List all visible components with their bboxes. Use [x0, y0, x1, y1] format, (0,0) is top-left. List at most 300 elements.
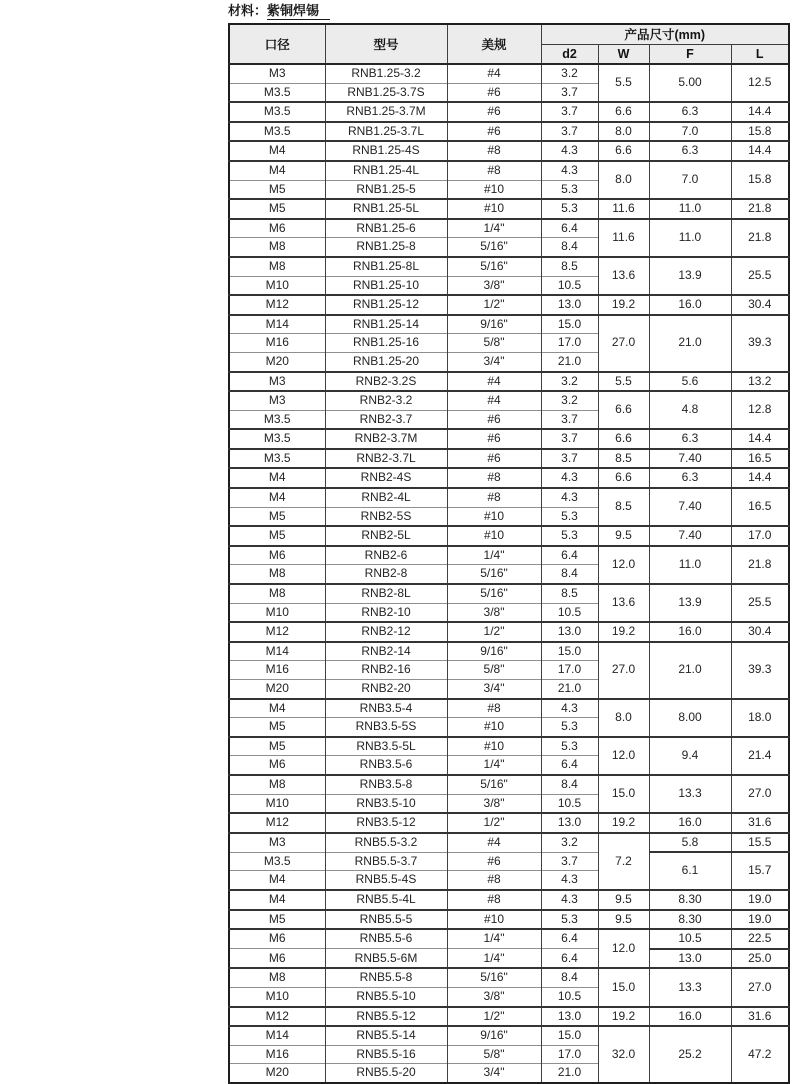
cell-us-spec: #6: [447, 122, 541, 142]
cell-f: 21.0: [649, 315, 731, 372]
cell-caliber: M3.5: [229, 852, 325, 871]
cell-w: 19.2: [598, 622, 649, 642]
cell-us-spec: #10: [447, 718, 541, 737]
cell-w: 5.5: [598, 372, 649, 392]
cell-us-spec: 3/4": [447, 1064, 541, 1083]
cell-caliber: M12: [229, 622, 325, 642]
cell-w: 9.5: [598, 890, 649, 910]
cell-caliber: M3.5: [229, 410, 325, 429]
cell-model: RNB5.5-3.7: [325, 852, 447, 871]
cell-w: 6.6: [598, 429, 649, 449]
cell-w: 13.6: [598, 584, 649, 622]
cell-caliber: M12: [229, 813, 325, 833]
table-row: [229, 161, 789, 180]
cell-model: RNB5.5-4L: [325, 890, 447, 910]
cell-caliber: M14: [229, 1026, 325, 1045]
cell-w: 11.6: [598, 219, 649, 257]
table-row: [229, 1007, 789, 1027]
cell-l: 25.5: [731, 257, 789, 295]
cell-w: 8.0: [598, 161, 649, 199]
cell-us-spec: #8: [447, 890, 541, 910]
cell-us-spec: #10: [447, 910, 541, 930]
cell-us-spec: #6: [447, 102, 541, 122]
table-row: [229, 546, 789, 565]
cell-w: 15.0: [598, 968, 649, 1006]
cell-model: RNB5.5-12: [325, 1007, 447, 1027]
cell-l: 27.0: [731, 775, 789, 813]
cell-model: RNB1.25-8: [325, 238, 447, 257]
cell-l: 47.2: [731, 1026, 789, 1083]
cell-us-spec: #8: [447, 141, 541, 161]
cell-caliber: M3.5: [229, 449, 325, 469]
table-row: [229, 968, 789, 987]
cell-us-spec: 3/8": [447, 988, 541, 1007]
cell-d2: 6.4: [541, 219, 598, 238]
spec-table: [228, 23, 790, 1084]
cell-d2: 6.4: [541, 756, 598, 775]
table-row: [229, 584, 789, 603]
cell-l: 31.6: [731, 813, 789, 833]
cell-l: 13.2: [731, 372, 789, 392]
cell-d2: 10.5: [541, 276, 598, 295]
cell-w: 6.6: [598, 141, 649, 161]
cell-d2: 3.7: [541, 102, 598, 122]
cell-us-spec: 1/4": [447, 929, 541, 949]
cell-f: 6.3: [649, 141, 731, 161]
cell-model: RNB2-5L: [325, 526, 447, 546]
cell-w: 7.2: [598, 833, 649, 890]
cell-f: 13.3: [649, 775, 731, 813]
cell-d2: 10.5: [541, 988, 598, 1007]
header-dims-group: 产品尺寸(mm): [541, 24, 789, 44]
cell-model: RNB1.25-6: [325, 219, 447, 238]
cell-caliber: M3.5: [229, 429, 325, 449]
cell-model: RNB1.25-16: [325, 334, 447, 353]
cell-caliber: M10: [229, 276, 325, 295]
cell-us-spec: #8: [447, 161, 541, 180]
cell-d2: 10.5: [541, 794, 598, 813]
cell-d2: 8.4: [541, 775, 598, 794]
cell-model: RNB5.5-10: [325, 988, 447, 1007]
cell-model: RNB5.5-4S: [325, 871, 447, 890]
cell-w: 9.5: [598, 526, 649, 546]
cell-model: RNB2-4L: [325, 488, 447, 507]
cell-d2: 3.7: [541, 852, 598, 871]
cell-us-spec: 3/8": [447, 794, 541, 813]
cell-d2: 10.5: [541, 603, 598, 622]
cell-caliber: M4: [229, 890, 325, 910]
cell-d2: 17.0: [541, 1045, 598, 1064]
cell-f: 5.8: [649, 833, 731, 853]
cell-us-spec: 5/8": [447, 661, 541, 680]
cell-caliber: M3.5: [229, 83, 325, 102]
table-row: [229, 737, 789, 756]
cell-f: 16.0: [649, 622, 731, 642]
cell-w: 8.5: [598, 488, 649, 526]
header-d2: d2: [541, 44, 598, 64]
cell-model: RNB1.25-10: [325, 276, 447, 295]
cell-caliber: M16: [229, 334, 325, 353]
cell-d2: 4.3: [541, 468, 598, 488]
cell-caliber: M8: [229, 238, 325, 257]
cell-caliber: M5: [229, 737, 325, 756]
cell-f: 6.3: [649, 429, 731, 449]
cell-l: 14.4: [731, 468, 789, 488]
cell-model: RNB5.5-3.2: [325, 833, 447, 853]
cell-us-spec: #4: [447, 391, 541, 410]
cell-us-spec: #4: [447, 64, 541, 83]
cell-model: RNB5.5-6M: [325, 949, 447, 969]
cell-l: 15.8: [731, 122, 789, 142]
cell-w: 6.6: [598, 468, 649, 488]
cell-l: 21.8: [731, 219, 789, 257]
cell-l: 16.5: [731, 488, 789, 526]
table-row: [229, 488, 789, 507]
cell-w: 19.2: [598, 1007, 649, 1027]
cell-l: 12.5: [731, 64, 789, 102]
cell-f: 13.9: [649, 584, 731, 622]
cell-caliber: M3: [229, 372, 325, 392]
cell-us-spec: 1/2": [447, 622, 541, 642]
header-w: W: [598, 44, 649, 64]
cell-d2: 3.7: [541, 83, 598, 102]
cell-caliber: M20: [229, 680, 325, 699]
cell-d2: 8.5: [541, 257, 598, 276]
cell-model: RNB2-8L: [325, 584, 447, 603]
cell-model: RNB5.5-8: [325, 968, 447, 987]
table-row: [229, 642, 789, 661]
cell-d2: 3.7: [541, 122, 598, 142]
cell-w: 8.5: [598, 449, 649, 469]
table-row: [229, 699, 789, 718]
cell-model: RNB3.5-12: [325, 813, 447, 833]
cell-f: 7.0: [649, 122, 731, 142]
cell-model: RNB3.5-4: [325, 699, 447, 718]
cell-caliber: M5: [229, 526, 325, 546]
cell-d2: 21.0: [541, 1064, 598, 1083]
cell-l: 30.4: [731, 622, 789, 642]
cell-model: RNB3.5-5L: [325, 737, 447, 756]
cell-l: 21.8: [731, 546, 789, 584]
cell-us-spec: 5/16": [447, 775, 541, 794]
cell-us-spec: 9/16": [447, 642, 541, 661]
cell-l: 15.8: [731, 161, 789, 199]
cell-l: 14.4: [731, 429, 789, 449]
cell-d2: 15.0: [541, 1026, 598, 1045]
cell-model: RNB3.5-10: [325, 794, 447, 813]
cell-w: 8.0: [598, 699, 649, 737]
cell-us-spec: 5/8": [447, 1045, 541, 1064]
spec-table-header: [229, 24, 789, 64]
cell-w: 6.6: [598, 102, 649, 122]
cell-l: 15.7: [731, 852, 789, 890]
cell-us-spec: 3/8": [447, 276, 541, 295]
cell-model: RNB2-3.7: [325, 410, 447, 429]
cell-d2: 15.0: [541, 315, 598, 334]
cell-caliber: M16: [229, 1045, 325, 1064]
cell-d2: 3.7: [541, 410, 598, 429]
header-model: 型号: [325, 24, 447, 64]
cell-l: 14.4: [731, 102, 789, 122]
cell-w: 9.5: [598, 910, 649, 930]
cell-model: RNB1.25-12: [325, 295, 447, 315]
cell-model: RNB1.25-3.7M: [325, 102, 447, 122]
table-row: [229, 852, 789, 871]
cell-f: 8.00: [649, 699, 731, 737]
cell-f: 5.6: [649, 372, 731, 392]
cell-d2: 13.0: [541, 295, 598, 315]
cell-w: 8.0: [598, 122, 649, 142]
cell-l: 17.0: [731, 526, 789, 546]
cell-model: RNB1.25-3.2: [325, 64, 447, 83]
cell-d2: 13.0: [541, 622, 598, 642]
cell-model: RNB2-16: [325, 661, 447, 680]
cell-d2: 3.7: [541, 429, 598, 449]
cell-d2: 8.5: [541, 584, 598, 603]
cell-caliber: M20: [229, 1064, 325, 1083]
cell-caliber: M3.5: [229, 122, 325, 142]
cell-us-spec: #8: [447, 871, 541, 890]
cell-f: 16.0: [649, 1007, 731, 1027]
table-row: [229, 391, 789, 410]
cell-d2: 5.3: [541, 737, 598, 756]
cell-caliber: M12: [229, 1007, 325, 1027]
cell-us-spec: 1/4": [447, 546, 541, 565]
cell-f: 8.30: [649, 910, 731, 930]
cell-l: 21.8: [731, 199, 789, 219]
cell-f: 25.2: [649, 1026, 731, 1083]
cell-d2: 3.2: [541, 372, 598, 392]
header-f: F: [649, 44, 731, 64]
cell-d2: 4.3: [541, 699, 598, 718]
cell-d2: 8.4: [541, 968, 598, 987]
cell-f: 7.40: [649, 488, 731, 526]
cell-caliber: M10: [229, 988, 325, 1007]
cell-d2: 6.4: [541, 929, 598, 949]
cell-model: RNB1.25-14: [325, 315, 447, 334]
cell-us-spec: #6: [447, 852, 541, 871]
cell-us-spec: 5/16": [447, 584, 541, 603]
cell-l: 19.0: [731, 890, 789, 910]
cell-w: 6.6: [598, 391, 649, 429]
cell-model: RNB2-3.7M: [325, 429, 447, 449]
header-row-group: [229, 24, 789, 44]
table-row: [229, 526, 789, 546]
cell-model: RNB2-3.2: [325, 391, 447, 410]
cell-f: 21.0: [649, 642, 731, 699]
cell-d2: 5.3: [541, 718, 598, 737]
table-row: [229, 813, 789, 833]
cell-d2: 15.0: [541, 642, 598, 661]
cell-us-spec: 5/8": [447, 334, 541, 353]
cell-caliber: M3: [229, 64, 325, 83]
cell-d2: 4.3: [541, 141, 598, 161]
table-row: [229, 1026, 789, 1045]
table-row: [229, 219, 789, 238]
cell-l: 25.5: [731, 584, 789, 622]
cell-caliber: M3: [229, 833, 325, 853]
cell-model: RNB5.5-16: [325, 1045, 447, 1064]
cell-f: 13.0: [649, 949, 731, 969]
cell-caliber: M4: [229, 699, 325, 718]
table-row: [229, 890, 789, 910]
cell-us-spec: #8: [447, 488, 541, 507]
cell-model: RNB2-12: [325, 622, 447, 642]
spec-sheet: [228, 3, 790, 1084]
cell-l: 39.3: [731, 315, 789, 372]
cell-w: 27.0: [598, 315, 649, 372]
cell-l: 25.0: [731, 949, 789, 969]
table-row: [229, 315, 789, 334]
cell-caliber: M6: [229, 756, 325, 775]
cell-us-spec: 5/16": [447, 238, 541, 257]
cell-f: 11.0: [649, 199, 731, 219]
cell-caliber: M6: [229, 949, 325, 969]
cell-d2: 21.0: [541, 352, 598, 371]
cell-us-spec: #10: [447, 737, 541, 756]
cell-model: RNB5.5-6: [325, 929, 447, 949]
header-l: L: [731, 44, 789, 64]
cell-f: 7.40: [649, 449, 731, 469]
cell-caliber: M3: [229, 391, 325, 410]
cell-f: 4.8: [649, 391, 731, 429]
cell-l: 12.8: [731, 391, 789, 429]
cell-caliber: M4: [229, 488, 325, 507]
header-caliber: 口径: [229, 24, 325, 64]
cell-caliber: M6: [229, 929, 325, 949]
cell-model: RNB1.25-5L: [325, 199, 447, 219]
cell-model: RNB2-5S: [325, 507, 447, 526]
cell-l: 18.0: [731, 699, 789, 737]
cell-f: 13.9: [649, 257, 731, 295]
cell-w: 12.0: [598, 929, 649, 968]
cell-model: RNB1.25-3.7S: [325, 83, 447, 102]
header-us-spec: 美规: [447, 24, 541, 64]
cell-f: 6.3: [649, 102, 731, 122]
cell-us-spec: #4: [447, 372, 541, 392]
cell-w: 15.0: [598, 775, 649, 813]
cell-f: 13.3: [649, 968, 731, 1006]
cell-model: RNB3.5-6: [325, 756, 447, 775]
cell-model: RNB2-20: [325, 680, 447, 699]
cell-w: 27.0: [598, 642, 649, 699]
cell-caliber: M14: [229, 315, 325, 334]
cell-us-spec: #10: [447, 199, 541, 219]
table-row: [229, 295, 789, 315]
cell-d2: 6.4: [541, 949, 598, 969]
cell-w: 11.6: [598, 199, 649, 219]
cell-caliber: M4: [229, 468, 325, 488]
cell-us-spec: 1/4": [447, 756, 541, 775]
cell-w: 12.0: [598, 737, 649, 775]
cell-caliber: M4: [229, 871, 325, 890]
cell-l: 30.4: [731, 295, 789, 315]
cell-f: 11.0: [649, 546, 731, 584]
cell-f: 6.3: [649, 468, 731, 488]
table-row: [229, 141, 789, 161]
cell-w: 12.0: [598, 546, 649, 584]
cell-l: 19.0: [731, 910, 789, 930]
cell-model: RNB2-8: [325, 565, 447, 584]
cell-f: 16.0: [649, 295, 731, 315]
cell-us-spec: 5/16": [447, 257, 541, 276]
cell-caliber: M5: [229, 180, 325, 199]
cell-us-spec: #8: [447, 468, 541, 488]
cell-caliber: M5: [229, 199, 325, 219]
cell-model: RNB5.5-5: [325, 910, 447, 930]
cell-d2: 13.0: [541, 813, 598, 833]
cell-w: 13.6: [598, 257, 649, 295]
cell-w: 19.2: [598, 295, 649, 315]
table-row: [229, 929, 789, 949]
cell-us-spec: #4: [447, 833, 541, 853]
cell-model: RNB3.5-8: [325, 775, 447, 794]
cell-caliber: M6: [229, 546, 325, 565]
cell-d2: 8.4: [541, 565, 598, 584]
cell-caliber: M5: [229, 507, 325, 526]
cell-w: 32.0: [598, 1026, 649, 1083]
cell-caliber: M6: [229, 219, 325, 238]
cell-us-spec: 9/16": [447, 315, 541, 334]
cell-caliber: M10: [229, 603, 325, 622]
table-row: [229, 102, 789, 122]
cell-caliber: M10: [229, 794, 325, 813]
material-label: 材料：: [228, 3, 268, 18]
cell-us-spec: #6: [447, 449, 541, 469]
cell-model: RNB2-3.7L: [325, 449, 447, 469]
cell-l: 39.3: [731, 642, 789, 699]
cell-us-spec: 1/2": [447, 1007, 541, 1027]
cell-l: 22.5: [731, 929, 789, 949]
cell-caliber: M14: [229, 642, 325, 661]
cell-model: RNB1.25-8L: [325, 257, 447, 276]
cell-d2: 4.3: [541, 161, 598, 180]
cell-f: 8.30: [649, 890, 731, 910]
cell-d2: 4.3: [541, 871, 598, 890]
table-row: [229, 372, 789, 392]
table-row: [229, 468, 789, 488]
cell-l: 21.4: [731, 737, 789, 775]
cell-f: 7.0: [649, 161, 731, 199]
cell-caliber: M5: [229, 910, 325, 930]
cell-caliber: M8: [229, 775, 325, 794]
cell-l: 14.4: [731, 141, 789, 161]
cell-caliber: M12: [229, 295, 325, 315]
cell-l: 15.5: [731, 833, 789, 853]
cell-us-spec: #10: [447, 507, 541, 526]
table-row: [229, 449, 789, 469]
cell-model: RNB1.25-5: [325, 180, 447, 199]
cell-us-spec: #6: [447, 83, 541, 102]
table-row: [229, 64, 789, 83]
table-row: [229, 199, 789, 219]
cell-model: RNB5.5-20: [325, 1064, 447, 1083]
cell-caliber: M8: [229, 565, 325, 584]
cell-w: 5.5: [598, 64, 649, 102]
cell-f: 11.0: [649, 219, 731, 257]
material-value: 紫铜焊锡: [267, 3, 330, 20]
cell-model: RNB1.25-4S: [325, 141, 447, 161]
cell-d2: 17.0: [541, 661, 598, 680]
table-row: [229, 429, 789, 449]
cell-caliber: M8: [229, 584, 325, 603]
cell-d2: 5.3: [541, 910, 598, 930]
cell-us-spec: #6: [447, 410, 541, 429]
table-row: [229, 257, 789, 276]
cell-d2: 8.4: [541, 238, 598, 257]
cell-d2: 13.0: [541, 1007, 598, 1027]
cell-f: 16.0: [649, 813, 731, 833]
